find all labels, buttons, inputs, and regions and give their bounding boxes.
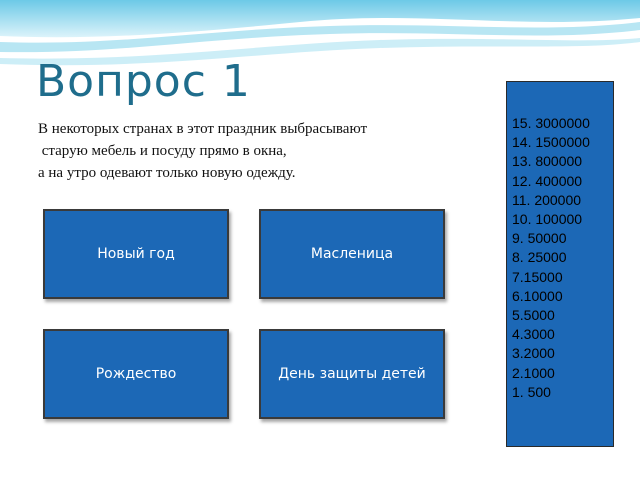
question-text — [38, 118, 458, 184]
question-title: Вопрос 1 — [36, 56, 251, 107]
prize-level: 5.5000 — [512, 307, 555, 324]
prize-level: 6.10000 — [512, 287, 563, 304]
answer-label: Масленица — [310, 246, 394, 262]
prize-level: 3.2000 — [512, 345, 555, 362]
prize-level: 4.3000 — [512, 326, 555, 343]
answer-label: Рождество — [95, 366, 177, 382]
prize-level: 13. 800000 — [512, 153, 583, 170]
prize-level: 10. 100000 — [512, 211, 583, 228]
prize-level: 9. 50000 — [512, 230, 567, 247]
prize-level: 2.1000 — [512, 364, 555, 381]
prize-level: 7.15000 — [512, 268, 563, 285]
prize-ladder-panel — [506, 81, 614, 447]
prize-level: 1. 500 — [512, 383, 551, 400]
question-line: В некоторых странах в этот праздник выбрасывают — [38, 121, 368, 137]
prize-level: 11. 200000 — [512, 191, 582, 208]
answer-button-christmas[interactable] — [43, 329, 229, 419]
answer-button-maslenitsa[interactable] — [259, 209, 445, 299]
question-line: а на утро одевают только новую одежду. — [38, 165, 296, 181]
answer-button-childrens-day[interactable] — [259, 329, 445, 419]
question-line: старую мебель и посуду прямо в окна, — [38, 143, 287, 159]
answer-button-new-year[interactable] — [43, 209, 229, 299]
prize-level: 14. 1500000 — [512, 134, 590, 151]
answer-label: День защиты детей — [278, 366, 426, 382]
prize-level: 15. 3000000 — [512, 115, 590, 131]
prize-level: 12. 400000 — [512, 172, 583, 189]
prize-level: 8. 25000 — [512, 249, 567, 266]
answer-label: Новый год — [97, 246, 175, 262]
